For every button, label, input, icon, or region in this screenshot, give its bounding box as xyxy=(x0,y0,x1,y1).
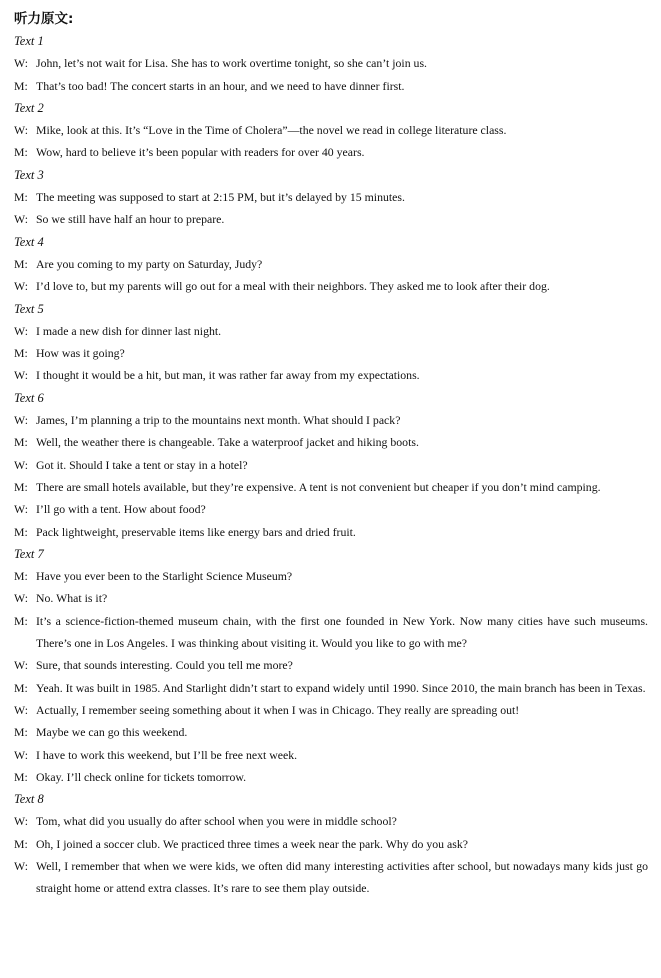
speaker-label: W: xyxy=(14,212,28,227)
dialogue-line xyxy=(14,364,648,386)
speaker-label: M: xyxy=(14,680,28,695)
utterance-text: I’ll go with a tent. How about food? xyxy=(36,502,206,517)
utterance-text: Mike, look at this. It’s “Love in the Time of Cholera”—the novel we read in college literature class. xyxy=(36,123,507,138)
speaker-label: M: xyxy=(14,569,28,584)
page-heading: 听力原文: xyxy=(14,11,74,27)
speaker-label: M: xyxy=(14,78,28,93)
utterance-text: It’s a science-fiction-themed museum chain, with the first one founded in New York. Now many cities have such museums. There’s one in Los Angeles. I was thinking about visiting it. Would you like to go with me? xyxy=(36,613,648,651)
utterance-text: No. What is it? xyxy=(36,591,108,606)
speaker-label: M: xyxy=(14,346,28,361)
speaker-label: M: xyxy=(14,435,28,450)
utterance-text: Wow, hard to believe it’s been popular with readers for over 40 years. xyxy=(36,145,365,160)
utterance-text: Maybe we can go this weekend. xyxy=(36,725,188,740)
speaker-label: W: xyxy=(14,658,28,673)
text-label: Text 8 xyxy=(14,792,44,807)
speaker-label: W: xyxy=(14,413,28,428)
text-section xyxy=(14,164,648,231)
text-section xyxy=(14,231,648,298)
text-section xyxy=(14,298,648,387)
dialogue-line xyxy=(14,744,648,766)
speaker-label: M: xyxy=(14,524,28,539)
text-section xyxy=(14,30,648,97)
text-label: Text 7 xyxy=(14,546,44,561)
speaker-label: M: xyxy=(14,836,28,851)
speaker-label: W: xyxy=(14,702,28,717)
speaker-label: W: xyxy=(14,747,28,762)
speaker-label: M: xyxy=(14,256,28,271)
utterance-text: How was it going? xyxy=(36,346,125,361)
utterance-text: Yeah. It was built in 1985. And Starlight didn’t start to expand widely until 1990. Since 2010, the main branch has been in Texas. xyxy=(36,680,646,695)
dialogue-line xyxy=(14,141,648,163)
text-label: Text 1 xyxy=(14,34,44,48)
speaker-label: W: xyxy=(14,814,28,829)
utterance-text: So we still have half an hour to prepare. xyxy=(36,212,225,227)
utterance-text: Sure, that sounds interesting. Could you tell me more? xyxy=(36,658,293,673)
utterance-text: Have you ever been to the Starlight Science Museum? xyxy=(36,569,293,584)
text-label: Text 5 xyxy=(14,301,44,316)
speaker-label: W: xyxy=(14,279,28,294)
dialogue-line xyxy=(14,275,648,297)
transcript-page xyxy=(14,8,648,900)
dialogue-line xyxy=(14,52,648,74)
speaker-label: M: xyxy=(14,145,28,160)
text-section xyxy=(14,788,648,899)
utterance-text: I have to work this weekend, but I’ll be free next week. xyxy=(36,747,298,762)
utterance-text: I’d love to, but my parents will go out for a meal with their neighbors. They asked me to look after their dog. xyxy=(36,279,550,294)
utterance-text: Tom, what did you usually do after school when you were in middle school? xyxy=(36,814,397,829)
utterance-text: Well, the weather there is changeable. Take a waterproof jacket and hiking boots. xyxy=(36,435,419,450)
dialogue-line xyxy=(14,565,648,587)
speaker-label: W: xyxy=(14,368,28,383)
utterance-text: The meeting was supposed to start at 2:15 PM, but it’s delayed by 15 minutes. xyxy=(36,190,405,205)
text-label: Text 6 xyxy=(14,390,44,405)
dialogue-line xyxy=(14,431,648,453)
text-section xyxy=(14,543,648,788)
utterance-text: Okay. I’ll check online for tickets tomorrow. xyxy=(36,769,247,784)
utterance-text: I thought it would be a hit, but man, it was rather far away from my expectations. xyxy=(36,368,420,383)
speaker-label: W: xyxy=(14,123,28,138)
text-label: Text 2 xyxy=(14,100,44,115)
speaker-label: W: xyxy=(14,502,28,517)
dialogue-line xyxy=(14,521,648,543)
dialogue-line xyxy=(14,476,648,498)
dialogue-line xyxy=(14,454,648,476)
dialogue-line xyxy=(14,409,648,431)
speaker-label: W: xyxy=(14,56,28,71)
speaker-label: W: xyxy=(14,858,28,873)
utterance-text: James, I’m planning a trip to the mountains next month. What should I pack? xyxy=(36,413,401,428)
dialogue-line xyxy=(14,75,648,97)
transcript xyxy=(14,30,648,900)
dialogue-line xyxy=(14,654,648,676)
text-section xyxy=(14,97,648,164)
dialogue-line xyxy=(14,677,648,699)
utterance-text: I made a new dish for dinner last night. xyxy=(36,323,222,338)
speaker-label: M: xyxy=(14,613,28,628)
dialogue-line xyxy=(14,610,648,655)
utterance-text: There are small hotels available, but they’re expensive. A tent is not convenient but cheaper if you don’t mind camping. xyxy=(36,479,601,494)
speaker-label: M: xyxy=(14,479,28,494)
dialogue-line xyxy=(14,253,648,275)
dialogue-line xyxy=(14,855,648,900)
dialogue-line xyxy=(14,766,648,788)
text-section xyxy=(14,387,648,543)
dialogue-line xyxy=(14,342,648,364)
speaker-label: M: xyxy=(14,190,28,205)
speaker-label: W: xyxy=(14,591,28,606)
speaker-label: W: xyxy=(14,323,28,338)
utterance-text: That’s too bad! The concert starts in an hour, and we need to have dinner first. xyxy=(36,78,405,93)
utterance-text: Actually, I remember seeing something about it when I was in Chicago. They really are spreading out! xyxy=(36,702,520,717)
utterance-text: Got it. Should I take a tent or stay in a hotel? xyxy=(36,457,248,472)
utterance-text: Well, I remember that when we were kids, we often did many interesting activities after school, but nowadays many kids just go straight home or attend extra classes. It’s rare to see them play outside. xyxy=(36,858,648,896)
dialogue-line xyxy=(14,587,648,609)
speaker-label: M: xyxy=(14,725,28,740)
utterance-text: John, let’s not wait for Lisa. She has to work overtime tonight, so she can’t join us. xyxy=(36,56,427,71)
dialogue-line xyxy=(14,699,648,721)
dialogue-line xyxy=(14,119,648,141)
text-label: Text 4 xyxy=(14,234,44,249)
text-label: Text 3 xyxy=(14,167,44,182)
utterance-text: Are you coming to my party on Saturday, Judy? xyxy=(36,256,263,271)
speaker-label: W: xyxy=(14,457,28,472)
dialogue-line xyxy=(14,186,648,208)
dialogue-line xyxy=(14,498,648,520)
speaker-label: M: xyxy=(14,769,28,784)
dialogue-line xyxy=(14,833,648,855)
utterance-text: Pack lightweight, preservable items like energy bars and dried fruit. xyxy=(36,524,356,539)
dialogue-line xyxy=(14,208,648,230)
dialogue-line xyxy=(14,810,648,832)
utterance-text: Oh, I joined a soccer club. We practiced three times a week near the park. Why do you ask? xyxy=(36,836,468,851)
dialogue-line xyxy=(14,721,648,743)
dialogue-line xyxy=(14,320,648,342)
